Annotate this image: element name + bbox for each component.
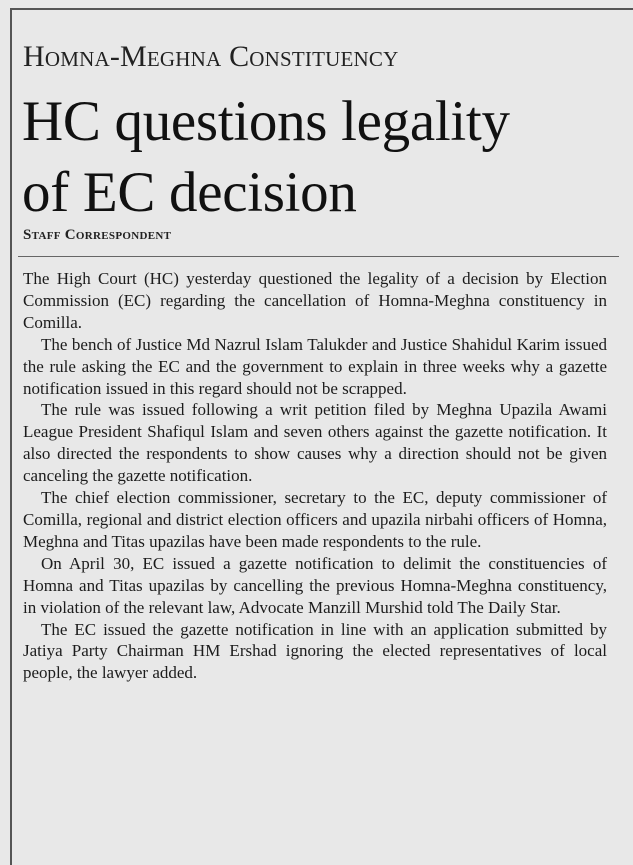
left-rule xyxy=(10,8,12,865)
paragraph: The EC issued the gazette notification in line with an application submitted by Jatiya Party Chairman HM Ershad ignoring the elected representatives of local people, the lawyer added. xyxy=(23,619,607,683)
headline xyxy=(22,86,510,228)
article-body xyxy=(23,268,607,684)
paragraph: The High Court (HC) yesterday questioned the legality of a decision by Election Commission (EC) regarding the cancellation of Homna-Meghna constituency in Comilla. xyxy=(23,269,607,332)
paragraph: The bench of Justice Md Nazrul Islam Talukder and Justice Shahidul Karim issued the rule asking the EC and the government to explain in three weeks why a gazette notification issued in this regard should not be scrapped. xyxy=(23,334,607,398)
headline-line-2: of EC decision xyxy=(22,161,357,224)
paragraph: The rule was issued following a writ petition filed by Meghna Upazila Awami League President Shafiqul Islam and seven others against the gazette notification. It also directed the respondents to show causes why a direction should not be given canceling the gazette notification. xyxy=(23,400,607,486)
paragraph: The chief election commissioner, secretary to the EC, deputy commissioner of Comilla, regional and district election officers and upazila nirbahi officers of Homna, Meghna and Titas upazilas have been made respondents to the rule. xyxy=(23,488,607,551)
headline-line-1: HC questions legality xyxy=(22,90,510,153)
section-divider xyxy=(18,256,619,257)
top-rule xyxy=(10,8,633,10)
byline: Staff Correspondent xyxy=(23,227,172,243)
kicker: Homna-Meghna Constituency xyxy=(23,40,399,73)
paragraph: On April 30, EC issued a gazette notification to delimit the constituencies of Homna and Titas upazilas by cancelling the previous Homna-Meghna constituency, in violation of the relevant law, Advocate Manzill Murshid told The Daily Star. xyxy=(23,553,607,617)
